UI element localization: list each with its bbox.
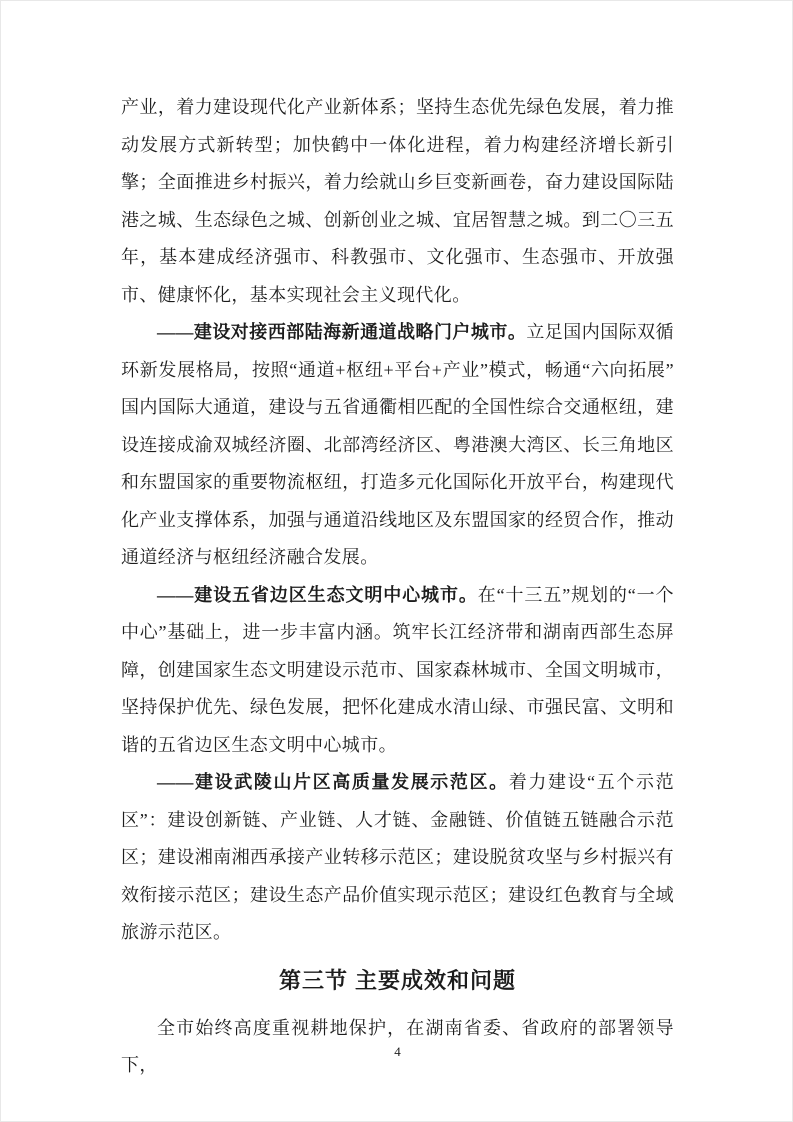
paragraph-lead-demo-zone: ——建设武陵山片区高质量发展示范区。 — [157, 772, 509, 792]
page-content — [121, 89, 674, 1085]
section-heading: 第三节 主要成效和问题 — [278, 967, 517, 993]
paragraph-dash-eco-city — [121, 577, 674, 765]
paragraph-dash-demo-zone — [121, 764, 674, 952]
paragraph-text-eco-city: 在“十三五”规划的“一个中心”基础上，进一步丰富内涵。筑牢长江经济带和湖南西部生态屏障，创建国家生态文明建设示范市、国家森林城市、全国文明城市，坚持保护优先、绿色发展，把怀化建成水清山绿、市强民富、文明和谐的五省边区生态文明中心城市。 — [121, 584, 674, 755]
paragraph-lead-gateway-city: ——建设对接西部陆海新通道战略门户城市。 — [157, 322, 527, 342]
paragraph-text-demo-zone: 着力建设“五个示范区”：建设创新链、产业链、人才链、金融链、价值链五链融合示范区；建设湘南湘西承接产业转移示范区；建设脱贫攻坚与乡村振兴有效衔接示范区；建设生态产品价值实现示范区；建设红色教育与全域旅游示范区。 — [121, 772, 675, 942]
paragraph-lead-eco-city: ——建设五省边区生态文明中心城市。 — [157, 584, 478, 605]
paragraph-closing: 全市始终高度重视耕地保护，在湖南省委、省政府的部署领导下， — [121, 1017, 674, 1075]
paragraph-dash-gateway-city — [121, 314, 674, 577]
page-number: 4 — [394, 1044, 401, 1059]
paragraph-continuation: 产业，着力建设现代化产业新体系；坚持生态优先绿色发展，着力推动发展方式新转型；加快鹤中一体化进程，着力构建经济增长新引擎；全面推进乡村振兴，着力绘就山乡巨变新画卷，奋力建设国际陆港之城、生态绿色之城、创新创业之城、宜居智慧之城。到二〇三五年，基本建成经济强市、科教强市、文化强市、生态强市、开放强市、健康怀化，基本实现社会主义现代化。 — [121, 97, 674, 305]
page-footer — [121, 1043, 674, 1061]
paragraph-text-gateway-city: 立足国内国际双循环新发展格局，按照“通道+枢纽+平台+产业”模式，畅通“六向拓展”国内国际大通道，建设与五省通衢相匹配的全国性综合交通枢纽，建设连接成渝双城经济圈、北部湾经济区、粤港澳大湾区、长三角地区和东盟国家的重要物流枢纽，打造多元化国际化开放平台，构建现代化产业支撑体系，加强与通道沿线地区及东盟国家的经贸合作，推动通道经济与枢纽经济融合发展。 — [121, 322, 674, 567]
